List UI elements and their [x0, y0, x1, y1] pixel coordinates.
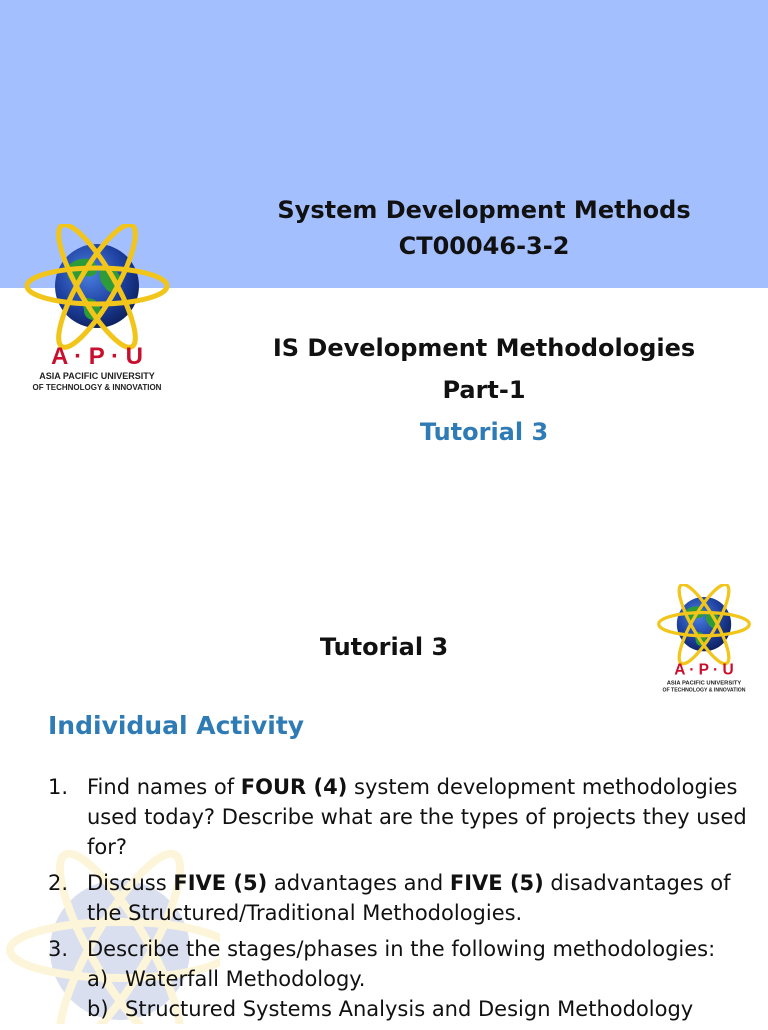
logo-tagline-2: OF TECHNOLOGY & INNOVATION — [32, 383, 162, 392]
sub-question-text: Waterfall Methodology. — [125, 967, 366, 991]
course-code: CT00046-3-2 — [398, 232, 570, 260]
question-text: Discuss FIVE (5) advantages and FIVE (5) disadvantages of the Structured/Traditional Methodologies. — [87, 871, 731, 925]
question-item — [48, 772, 760, 862]
sub-question-item — [87, 994, 760, 1024]
question-item — [48, 868, 760, 928]
course-title-block — [200, 192, 768, 264]
part-label: Part-1 — [442, 376, 526, 404]
question-list — [48, 772, 760, 1030]
tutorial-label: Tutorial 3 — [419, 418, 549, 446]
sub-question-letter: a) — [87, 967, 109, 991]
topic-title: IS Development Methodologies — [272, 334, 696, 362]
slide-title: Tutorial 3 — [319, 633, 449, 661]
sub-question-list — [87, 964, 760, 1024]
question-text: Find names of FOUR (4) system development methodologies used today? Describe what are the types of projects they used for? — [87, 775, 747, 859]
question-item — [48, 934, 760, 1024]
apu-logo-small — [646, 584, 762, 694]
activity-heading: Individual Activity — [48, 711, 305, 740]
logo-wordmark: A · P · U — [674, 661, 734, 679]
course-title: System Development Methods — [277, 196, 691, 224]
apu-logo — [8, 224, 186, 394]
sub-question-letter: b) — [87, 997, 109, 1021]
logo-tagline-1: ASIA PACIFIC UNIVERSITY — [39, 371, 155, 381]
sub-question-text: Structured Systems Analysis and Design Methodology — [125, 997, 694, 1021]
question-number: 3. — [48, 937, 69, 961]
sub-question-item — [87, 964, 760, 994]
question-text: Describe the stages/phases in the following methodologies: — [87, 937, 716, 961]
question-number: 2. — [48, 871, 69, 895]
question-number: 1. — [48, 775, 69, 799]
logo-tagline-1: ASIA PACIFIC UNIVERSITY — [666, 680, 742, 687]
logo-wordmark: A · P · U — [50, 343, 144, 370]
logo-tagline-2: OF TECHNOLOGY & INNOVATION — [662, 687, 746, 694]
